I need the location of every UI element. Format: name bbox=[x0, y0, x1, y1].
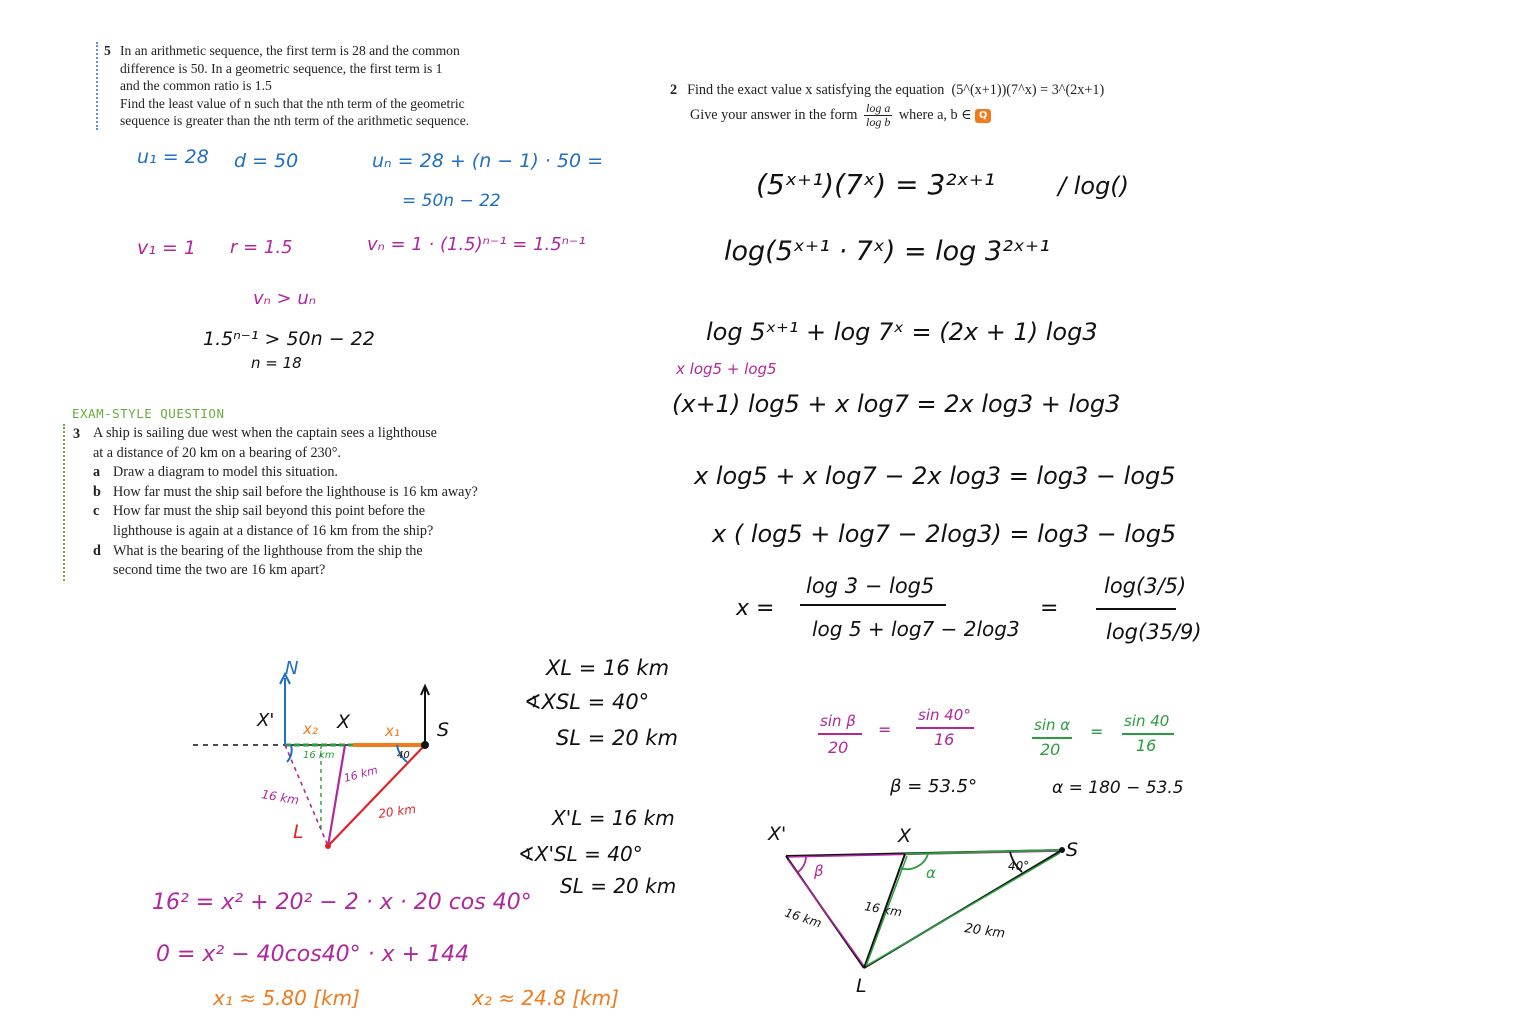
hw-eq: = bbox=[878, 720, 892, 739]
question-text: Give your answer in the form bbox=[690, 106, 858, 123]
l-label: L bbox=[856, 975, 867, 997]
x1-label: x₁ bbox=[385, 722, 400, 740]
ship-start-point bbox=[421, 741, 429, 749]
hw-step7-den2: log(35/9) bbox=[1106, 620, 1202, 644]
beta-label: β bbox=[814, 862, 824, 880]
hw-u1: u₁ = 28 bbox=[137, 146, 209, 168]
question-part: b How far must the ship sail before the lighthouse is 16 km away? bbox=[93, 483, 478, 500]
hw-un2: = 50n − 22 bbox=[402, 191, 501, 211]
hw-step2: log(5ˣ⁺¹ · 7ˣ) = log 3²ˣ⁺¹ bbox=[724, 236, 1050, 267]
alpha-label: α bbox=[926, 864, 936, 882]
label-16km-a: 16 km bbox=[783, 905, 824, 931]
label-16km-b: 16 km bbox=[342, 763, 380, 785]
s-label: S bbox=[437, 719, 450, 741]
lighthouse-point bbox=[325, 843, 331, 849]
hw-sinb-den: 20 bbox=[828, 738, 849, 757]
hw-sin40b-num: sin 40 bbox=[1124, 712, 1170, 730]
fraction-bar bbox=[1032, 737, 1072, 739]
question-text: Find the exact value x satisfying the equation bbox=[687, 82, 945, 98]
label-20km: 20 km bbox=[963, 921, 1007, 942]
fraction-bar bbox=[1122, 733, 1174, 735]
question-3 bbox=[63, 424, 563, 581]
question-number: 5 bbox=[104, 43, 111, 58]
hw-sl2: SL = 20 km bbox=[560, 874, 677, 898]
question-line: and the common ratio is 1.5 bbox=[120, 78, 272, 94]
question-line: sequence is greater than the nth term of the arithmetic sequence. bbox=[120, 113, 470, 129]
xprime-label: X' bbox=[257, 710, 275, 731]
hw-step7-num2: log(3/5) bbox=[1104, 574, 1187, 598]
xprime-label: X' bbox=[768, 823, 787, 845]
label-16km-b: 16 km bbox=[863, 899, 904, 920]
hw-step5: x log5 + x log7 − 2x log3 = log3 − log5 bbox=[694, 462, 1176, 490]
hw-angle: ∢XSL = 40° bbox=[524, 690, 650, 714]
fraction-bar bbox=[800, 604, 946, 606]
hw-angle2: ∢X'SL = 40° bbox=[518, 842, 643, 866]
x-label: X bbox=[337, 711, 351, 733]
angle-40-label: 40 bbox=[397, 750, 410, 761]
angle-40-label: 40° bbox=[1008, 859, 1030, 873]
hw-xpl: X'L = 16 km bbox=[552, 806, 675, 830]
hw-step3-note: x log5 + log5 bbox=[676, 360, 777, 378]
question-text: where a, b ∈ bbox=[898, 106, 972, 123]
hw-cosine-rule: 16² = x² + 20² − 2 · x · 20 cos 40° bbox=[152, 890, 532, 915]
hw-step6: x ( log5 + log7 − 2log3) = log3 − log5 bbox=[712, 520, 1177, 548]
ship-lighthouse-diagram-2 bbox=[760, 820, 1100, 1000]
hw-d: d = 50 bbox=[234, 150, 299, 172]
hw-r: r = 1.5 bbox=[230, 237, 293, 258]
hw-sl: SL = 20 km bbox=[556, 726, 678, 750]
question-line: In an arithmetic sequence, the first term is 28 and the common bbox=[120, 43, 460, 58]
hw-step7-num: log 3 − log5 bbox=[806, 574, 935, 598]
hw-un: uₙ = 28 + (n − 1) · 50 = bbox=[372, 150, 604, 172]
hw-vn: vₙ = 1 · (1.5)ⁿ⁻¹ = 1.5ⁿ⁻¹ bbox=[367, 234, 586, 255]
question-line: Find the least value of n such that the nth term of the geometric bbox=[120, 95, 465, 111]
hw-ineq2: 1.5ⁿ⁻¹ > 50n − 22 bbox=[203, 328, 375, 350]
fraction-bar bbox=[818, 733, 862, 735]
label-16km-c: 16 km bbox=[303, 750, 335, 761]
log-fraction: $\frac{\text{log a}}{\text{log b}}$ bbox=[866, 101, 891, 129]
question-part: d What is the bearing of the lighthouse from the ship the second time the two are 16 km apart? bbox=[93, 542, 423, 579]
beta-arc bbox=[798, 856, 806, 872]
hw-step3: log 5ˣ⁺¹ + log 7ˣ = (2x + 1) log3 bbox=[706, 318, 1098, 346]
hw-sina-num: sin α bbox=[1034, 716, 1071, 734]
s-label: S bbox=[1066, 839, 1079, 861]
question-line: A ship is sailing due west when the captain sees a lighthouse bbox=[93, 425, 437, 441]
fraction-bar bbox=[1096, 608, 1176, 610]
question-line bbox=[670, 102, 1110, 129]
hw-step4: (x+1) log5 + x log7 = 2x log3 + log3 bbox=[672, 390, 1121, 418]
hw-beta: β = 53.5° bbox=[890, 776, 978, 797]
question-line: difference is 50. In a geometric sequence, the first term is 1 bbox=[120, 60, 443, 76]
ship-lighthouse-diagram-1 bbox=[185, 650, 475, 860]
hw-step1-divider: / log() bbox=[1058, 172, 1130, 200]
ship-start-point bbox=[1059, 847, 1065, 853]
hw-step7-x: x = bbox=[736, 596, 775, 621]
question-2 bbox=[670, 78, 1110, 129]
question-line: at a distance of 20 km on a bearing of 230°. bbox=[93, 444, 341, 461]
hw-step7-eq: = bbox=[1040, 596, 1059, 621]
hw-n-result: n = 18 bbox=[251, 354, 302, 372]
question-number: 2 bbox=[670, 82, 678, 98]
hw-step1: (5ˣ⁺¹)(7ˣ) = 3²ˣ⁺¹ bbox=[756, 168, 995, 201]
x2-label: x₂ bbox=[303, 720, 318, 738]
hw-quadratic: 0 = x² − 40cos40° · x + 144 bbox=[156, 942, 470, 967]
hw-sin40b-den: 16 bbox=[1136, 736, 1157, 755]
hw-alpha: α = 180 − 53.5 bbox=[1052, 778, 1184, 798]
label-20km: 20 km bbox=[377, 801, 417, 821]
fraction-bar bbox=[916, 727, 974, 729]
hw-ineq: vₙ > uₙ bbox=[253, 288, 316, 309]
label-16km-a: 16 km bbox=[260, 787, 301, 808]
hw-v1: v₁ = 1 bbox=[137, 237, 196, 259]
hw-xl: XL = 16 km bbox=[546, 656, 670, 680]
hw-sin40-num: sin 40° bbox=[918, 706, 971, 724]
q-badge-icon: Q bbox=[975, 109, 991, 123]
hw-eq: = bbox=[1090, 722, 1104, 741]
l-label: L bbox=[293, 821, 304, 843]
question-part: a Draw a diagram to model this situation. bbox=[93, 464, 338, 481]
exam-style-heading: EXAM-STYLE QUESTION bbox=[72, 406, 225, 421]
question-5 bbox=[96, 42, 550, 130]
x-label: X bbox=[898, 825, 912, 847]
hw-sinb-num: sin β bbox=[820, 712, 856, 730]
hw-step7-den: log 5 + log7 − 2log3 bbox=[812, 617, 1020, 641]
hw-sina-den: 20 bbox=[1040, 740, 1061, 759]
question-number: 3 bbox=[73, 426, 81, 442]
hw-x1: x₁ ≈ 5.80 [km] bbox=[213, 986, 360, 1010]
question-part: c How far must the ship sail beyond this point before the lighthouse is again at a distance of 16 km from the ship? bbox=[93, 503, 434, 539]
question-line bbox=[670, 78, 1110, 102]
equation: (5^(x+1))(7^x) = 3^(2x+1) bbox=[951, 82, 1105, 98]
hw-x2: x₂ ≈ 24.8 [km] bbox=[472, 986, 619, 1010]
hw-sin40-den: 16 bbox=[934, 730, 955, 749]
north-label: N bbox=[285, 658, 299, 679]
